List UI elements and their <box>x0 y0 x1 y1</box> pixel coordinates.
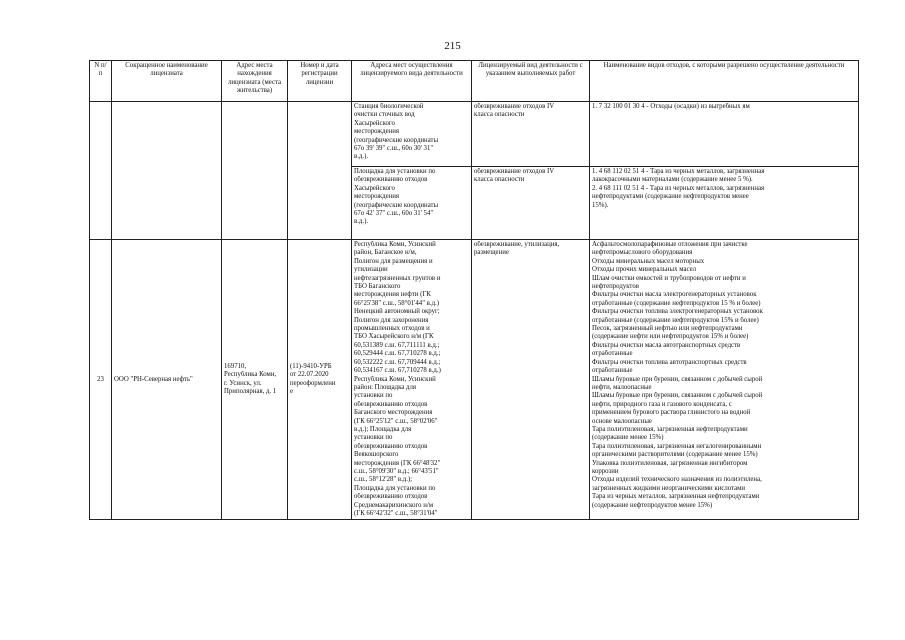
entry-address <box>222 240 288 520</box>
address-line: г. Усинск, ул. <box>224 379 262 387</box>
cell-number <box>90 102 112 240</box>
waste-line: Упаковка полиэтиленовая, загрязненная ингибитором <box>592 459 748 467</box>
waste-line: нефти, малоопасные <box>592 383 652 391</box>
waste-line: отработанные <box>592 367 633 375</box>
header-number: N п/ п <box>90 61 112 102</box>
place-line: с.ш., 58°12'28" в.д.); <box>354 476 413 484</box>
waste-line: нефтепродуктов <box>592 283 639 291</box>
place-line: Республика Коми, Усинский <box>354 241 436 248</box>
waste-line: нефтепромыслового оборудования <box>592 249 693 257</box>
place-line: Среднемакарихинского н/м <box>354 501 434 509</box>
waste-line: Отходы минеральных масел моторных <box>592 257 705 265</box>
waste-line: коррозии <box>592 467 619 475</box>
place-line: Хасырейского <box>354 119 395 127</box>
place-line: (ГК 66°25'12" с.ш., 58°02'06" <box>354 417 438 425</box>
waste-line: 2. 4 68 111 02 51 4 - Тара из черных металлов, загрязненная <box>592 184 765 192</box>
waste-line: Шламы буровые при бурении, связанном с добычей сырой <box>592 392 763 400</box>
entry-activity <box>472 240 590 520</box>
waste-line: Фильтры очистки масла автотранспортных средств <box>592 341 741 349</box>
address-line: Приполярная, д. 1 <box>224 388 277 396</box>
place-line: месторождения (ГК 66°48'32" <box>354 459 441 467</box>
waste-line: 1. 4 68 112 02 51 4 - Тара из черных металлов, загрязненная <box>592 168 765 175</box>
place-line: Республика Коми, Усинский <box>354 375 436 383</box>
license-line: переоформлени <box>290 379 336 387</box>
entry-license <box>288 240 352 520</box>
place-line: Станция биологической <box>354 103 424 110</box>
place-line: в.д.); Площадка для <box>354 425 412 433</box>
entry-places <box>352 240 472 520</box>
waste-line: Отходы изделий технического назначения из полиэтилена, <box>592 476 762 484</box>
header-wastes: Наименование видов отходов, с которыми разрешено осуществление деятельности <box>590 61 859 102</box>
place-line: обезвреживанию отходов <box>354 442 428 450</box>
place-line: Полигон для размещения и <box>354 257 433 265</box>
entry-number: 23 <box>90 240 112 520</box>
waste-line: (содержание менее 15%) <box>592 434 664 442</box>
place-line: в.д.). <box>354 218 369 226</box>
place-line: с.ш., 58°09'30" в.д.; 66°43'51" <box>354 467 439 475</box>
waste-line: 15%). <box>592 201 609 209</box>
place-line: район: Площадка для <box>354 383 416 391</box>
waste-line: Отходы прочих минеральных масел <box>592 266 696 274</box>
waste-line: загрязненных жидкими неорганическими кислотами <box>592 484 746 492</box>
activity-line: класса опасности <box>474 176 525 184</box>
waste-line: Асфальтосмолопарафиновые отложения при зачистке <box>592 241 748 248</box>
place-line: Баганского месторождения <box>354 409 433 417</box>
license-registry-table <box>89 60 859 520</box>
waste-line: Тара полиэтиленовая, загрязненная нефтепродуктами <box>592 425 748 433</box>
place-line: 60,531389 с.ш. 67,711111 в.д.; <box>354 341 440 349</box>
cell-places <box>352 102 472 240</box>
license-line: (11)-9410-УРБ <box>290 362 332 370</box>
place-line: очистки сточных вод <box>354 111 415 119</box>
place-line: месторождения нефти (ГК <box>354 291 431 299</box>
place-line: (ГК 66°42'32" с.ш., 58°31'04" <box>354 510 438 517</box>
waste-line: Шламы буровые при бурении, связанном с добычей сырой <box>592 375 763 383</box>
place-line: (географические координаты <box>354 201 439 209</box>
place-line: утилизации <box>354 266 388 274</box>
waste-line: основе малоопасные <box>592 417 652 425</box>
entry-wastes <box>590 240 859 520</box>
activity-line: обезвреживание отходов IV <box>474 103 555 110</box>
place-line: 60,532222 с.ш. 67,709444 в.д.; <box>354 358 441 366</box>
place-line: 66°25'38" с.ш., 58°01'44" в.д.) <box>354 299 439 307</box>
header-row <box>90 61 859 102</box>
place-line: Полигон для захоронения <box>354 316 429 324</box>
waste-line: Тара полиэтиленовая, загрязненная негалогенированными <box>592 442 762 450</box>
waste-line: лакокрасочными материалами (содержание менее 5 %). <box>592 176 753 184</box>
activity-line: размещение <box>474 249 509 257</box>
waste-line: нефтепродуктами (содержание нефтепродуктов менее <box>592 193 749 201</box>
waste-line: нефти, природного газа и газового конденсата, с <box>592 400 732 408</box>
waste-line: применением бурового раствора глинистого на водной <box>592 409 751 417</box>
place-line: установки по <box>354 392 393 400</box>
license-line: от 22.07.2020 <box>290 371 329 379</box>
waste-line: Шлам очистки емкостей и трубопроводов от нефти и <box>592 274 746 282</box>
waste-line: отработанные <box>592 350 633 358</box>
place-block <box>352 102 471 167</box>
waste-line: отработанные (содержание нефтепродуктов 15% и более) <box>592 316 759 324</box>
place-line: месторождения <box>354 128 399 136</box>
place-line: Площадка для установки по <box>354 168 436 175</box>
cell-license <box>288 102 352 240</box>
place-line: район, Баганское н/м, <box>354 249 417 257</box>
waste-line: Песок, загрязненный нефтью или нефтепродуктами <box>592 325 743 333</box>
place-line: в.д.). <box>354 153 369 161</box>
place-line: (географические координаты <box>354 136 439 144</box>
place-line: нефтезагрязненных грунтов и <box>354 274 441 282</box>
waste-line: отработанные (содержание нефтепродуктов 15 % и более) <box>592 299 761 307</box>
place-line: ТБО Хасырейского н/м (ГК <box>354 333 434 341</box>
cell-address <box>222 102 288 240</box>
place-line: 67о 39' 39" с.ш., 60о 30' 31" <box>354 145 434 153</box>
waste-line: органическими растворителями (содержание менее 15%) <box>592 451 758 459</box>
place-line: 60,529444 с.ш. 67,710278 в.д.; <box>354 350 441 358</box>
entry-licensee: ООО "РН-Северная нефть" <box>112 240 222 520</box>
activity-block <box>472 167 589 239</box>
activity-block <box>472 102 589 167</box>
waste-line: Фильтры очистки топлива автотранспортных средств <box>592 358 747 366</box>
place-line: обезвреживанию отходов <box>354 400 428 408</box>
place-line: Веякошорского <box>354 451 399 459</box>
license-line: е <box>290 388 294 396</box>
page-number: 215 <box>444 40 461 52</box>
table-row-entry <box>90 240 859 520</box>
place-line: обезвреживанию отходов <box>354 493 428 501</box>
table-row-continuation <box>90 102 859 240</box>
cell-activity <box>472 102 590 240</box>
header-licensee: Сокращенное наименование лицензиата <box>112 61 222 102</box>
place-line: 60,534167 с.ш. 67,710278 в.д.) <box>354 367 441 375</box>
waste-line: Фильтры очистки масла электрогенераторных установок <box>592 291 757 299</box>
header-address: Адрес места нахождения лицензиата (места жительства) <box>222 61 288 102</box>
header-license: Номер и дата регистрации лицензии <box>288 61 352 102</box>
wastes-block <box>590 102 858 167</box>
cell-wastes <box>590 102 859 240</box>
place-line: ТБО Баганского <box>354 283 401 291</box>
address-line: Республика Коми, <box>224 371 277 379</box>
header-places: Адреса мест осуществления лицензируемого вида деятельности <box>352 61 472 102</box>
place-line: Хасырейского <box>354 184 395 192</box>
place-line: месторождения <box>354 193 399 201</box>
header-activity: Лицензируемый вид деятельности с указанием выполняемых работ <box>472 61 590 102</box>
place-block <box>352 167 471 239</box>
cell-licensee <box>112 102 222 240</box>
activity-line: обезвреживание отходов IV <box>474 168 555 175</box>
wastes-block <box>590 167 858 239</box>
address-line: 169710, <box>224 362 247 370</box>
waste-line: Тара из черных металлов, загрязненная нефтепродуктами <box>592 493 760 501</box>
waste-line: 1. 7 32 100 01 30 4 - Отходы (осадки) из выгребных ям <box>592 103 750 110</box>
place-line: Ненецкий автономный округ; <box>354 308 440 316</box>
place-line: установки по <box>354 434 393 442</box>
activity-line: обезвреживание, утилизация, <box>474 241 560 248</box>
waste-line: (содержание нефти или нефтепродуктов 15% и более) <box>592 333 749 341</box>
place-line: промышленных отходов и <box>354 325 430 333</box>
place-line: Площадка для установки по <box>354 484 436 492</box>
waste-line: Фильтры очистки топлива электрогенераторных установок <box>592 308 763 316</box>
waste-line: (содержание нефтепродуктов менее 15%) <box>592 501 713 509</box>
place-line: 67о 42' 37" с.ш., 60о 31' 54" <box>354 210 434 218</box>
place-line: обезвреживанию отходов <box>354 176 428 184</box>
activity-line: класса опасности <box>474 111 525 119</box>
